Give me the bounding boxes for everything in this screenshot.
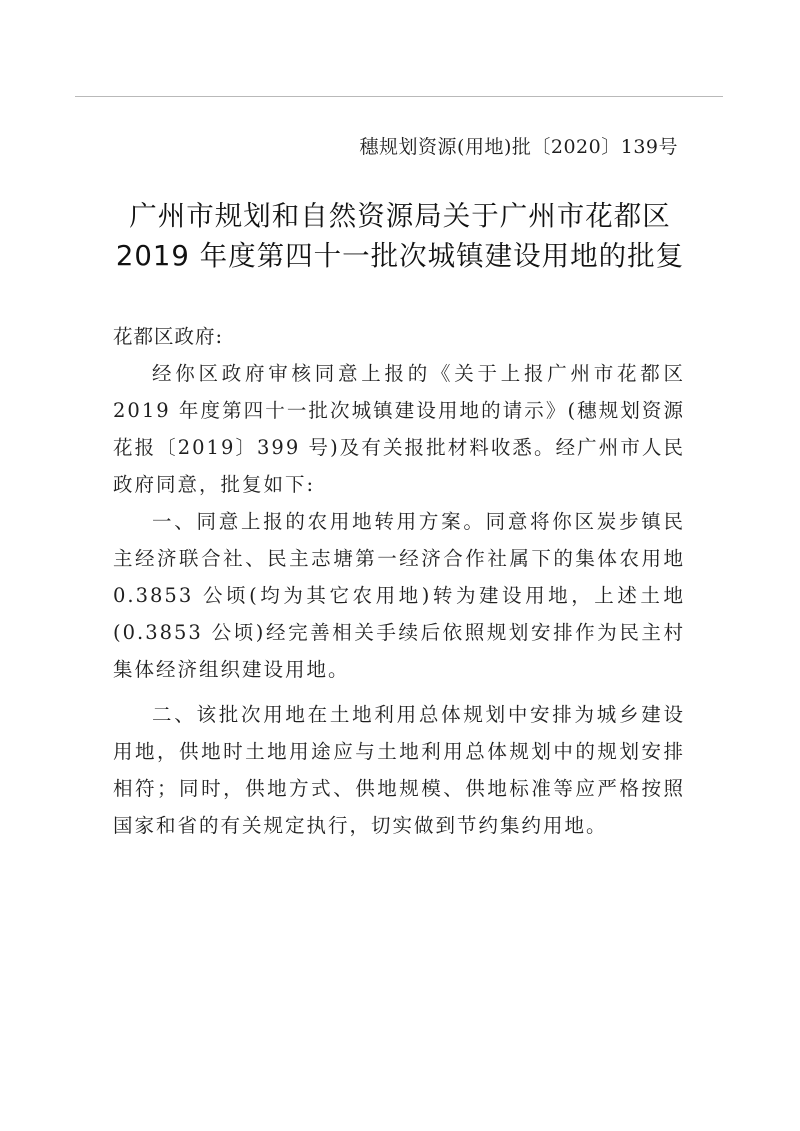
- document-body: [113, 318, 685, 844]
- paragraph-item-2: 二、该批次用地在土地利用总体规划中安排为城乡建设用地，供地时土地用途应与土地利用总体规划中的规划安排相符；同时，供地方式、供地规模、供地标准等应严格按照国家和省的有关规定执行，切实做到节约集约用地。: [113, 703, 685, 837]
- header-rule: [75, 96, 723, 97]
- document-number: 穗规划资源(用地)批〔2020〕139号: [359, 136, 678, 158]
- document-title: [0, 196, 800, 276]
- title-line-2: 2019 年度第四十一批次城镇建设用地的批复: [115, 240, 685, 272]
- title-line-1: 广州市规划和自然资源局关于广州市花都区: [129, 200, 671, 232]
- paragraph-item-1: 一、同意上报的农用地转用方案。同意将你区炭步镇民主经济联合社、民主志塘第一经济合作社属下的集体农用地 0.3853 公顷(均为其它农用地)转为建设用地，上述土地(0.3853 公顷)经完善相关手续后依照规划安排作为民主村集体经济组织建设用地。: [113, 510, 685, 681]
- salutation: 花都区政府:: [113, 325, 224, 348]
- paragraph-intro: 经你区政府审核同意上报的《关于上报广州市花都区 2019 年度第四十一批次城镇建设用地的请示》(穗规划资源花报〔2019〕399 号)及有关报批材料收悉。经广州市人民政府同意，批复如下:: [113, 362, 685, 496]
